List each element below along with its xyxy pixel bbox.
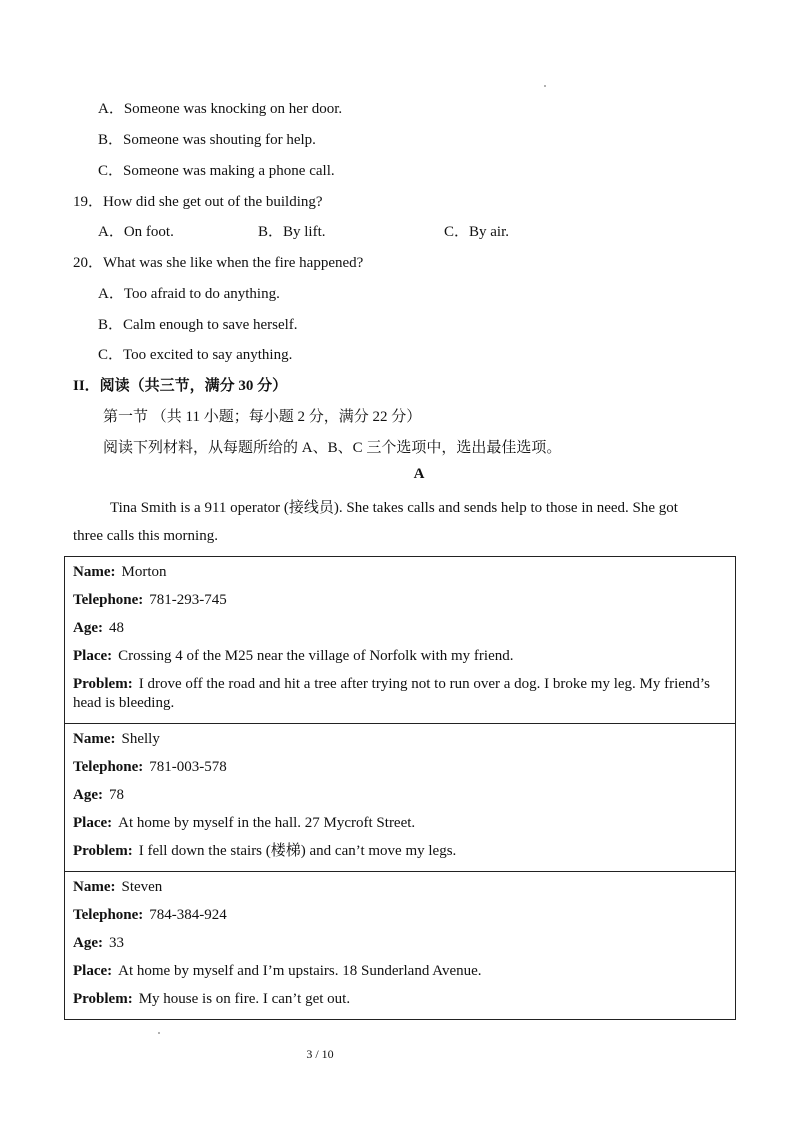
- place-label: Place:: [73, 815, 113, 831]
- problem-label: Problem:: [73, 991, 133, 1007]
- call-record: [65, 557, 736, 724]
- instruction-text: 阅读下列材料，从每题所给的 A、B、C 三个选项中，选出最佳选项。: [103, 440, 562, 456]
- q20-question: 20．What was she like when the fire happened?: [73, 255, 364, 271]
- place-value: Crossing 4 of the M25 near the village of Norfolk with my friend.: [118, 648, 514, 664]
- age-label: Age:: [73, 935, 103, 951]
- place-field: [73, 814, 727, 833]
- age-value: 48: [109, 620, 124, 636]
- age-value: 33: [109, 935, 124, 951]
- problem-label: Problem:: [73, 676, 133, 692]
- intro-line-1: Tina Smith is a 911 operator (接线员). She takes calls and sends help to those in need. She got: [110, 500, 678, 516]
- passage-letter: A: [413, 466, 425, 482]
- call-record: [65, 872, 736, 1020]
- age-label: Age:: [73, 787, 103, 803]
- age-field: [73, 934, 727, 953]
- place-label: Place:: [73, 963, 113, 979]
- q20-option-b: B．Calm enough to save herself.: [98, 317, 298, 333]
- name-value: Morton: [121, 564, 167, 580]
- telephone-label: Telephone:: [73, 759, 144, 775]
- call-cell: [65, 557, 736, 724]
- name-label: Name:: [73, 879, 116, 895]
- name-field: [73, 878, 727, 897]
- q18-option-a: A．Someone was knocking on her door.: [98, 101, 343, 117]
- call-cell: [65, 724, 736, 872]
- place-value: At home by myself and I’m upstairs. 18 Sunderland Avenue.: [118, 963, 482, 979]
- q19-option-a: A．On foot.: [98, 224, 174, 240]
- q20-option-c: C．Too excited to say anything.: [98, 347, 293, 363]
- problem-label: Problem:: [73, 843, 133, 859]
- telephone-field: [73, 906, 727, 925]
- q19-option-c: C．By air.: [444, 224, 510, 240]
- age-field: [73, 786, 727, 805]
- speck-mark: [158, 1032, 160, 1034]
- name-field: [73, 730, 727, 749]
- place-value: At home by myself in the hall. 27 Mycroft Street.: [118, 815, 416, 831]
- telephone-value: 784-384-924: [149, 907, 227, 923]
- age-value: 78: [109, 787, 124, 803]
- problem-field: [73, 675, 727, 713]
- telephone-value: 781-003-578: [149, 759, 227, 775]
- page-indicator: 3 / 10: [306, 1047, 334, 1061]
- name-value: Steven: [121, 879, 163, 895]
- problem-value: My house is on fire. I can’t get out.: [138, 991, 351, 1007]
- call-cell: [65, 872, 736, 1020]
- place-label: Place:: [73, 648, 113, 664]
- speck-mark: [544, 85, 546, 87]
- problem-value: I drove off the road and hit a tree after trying not to run over a dog. I broke my leg. My friend’s head is bleeding.: [73, 676, 710, 711]
- call-record: [65, 724, 736, 872]
- telephone-field: [73, 758, 727, 777]
- part1-heading: 第一节 （共 11 小题；每小题 2 分，满分 22 分）: [103, 409, 422, 425]
- name-field: [73, 563, 727, 582]
- place-field: [73, 962, 727, 981]
- name-label: Name:: [73, 564, 116, 580]
- q19-question: 19．How did she get out of the building?: [73, 194, 323, 210]
- q18-option-b: B．Someone was shouting for help.: [98, 132, 316, 148]
- intro-line-2: three calls this morning.: [73, 528, 218, 544]
- age-field: [73, 619, 727, 638]
- problem-field: [73, 990, 727, 1009]
- telephone-field: [73, 591, 727, 610]
- name-label: Name:: [73, 731, 116, 747]
- problem-value: I fell down the stairs (楼梯) and can’t move my legs.: [138, 843, 457, 859]
- place-field: [73, 647, 727, 666]
- telephone-value: 781-293-745: [149, 592, 227, 608]
- telephone-label: Telephone:: [73, 907, 144, 923]
- telephone-label: Telephone:: [73, 592, 144, 608]
- age-label: Age:: [73, 620, 103, 636]
- q19-option-b: B．By lift.: [258, 224, 326, 240]
- section-heading: II．阅读（共三节，满分 30 分）: [73, 378, 288, 394]
- q20-option-a: A．Too afraid to do anything.: [98, 286, 280, 302]
- name-value: Shelly: [121, 731, 160, 747]
- calls-table: [64, 556, 736, 1020]
- q18-option-c: C．Someone was making a phone call.: [98, 163, 335, 179]
- problem-field: [73, 842, 727, 861]
